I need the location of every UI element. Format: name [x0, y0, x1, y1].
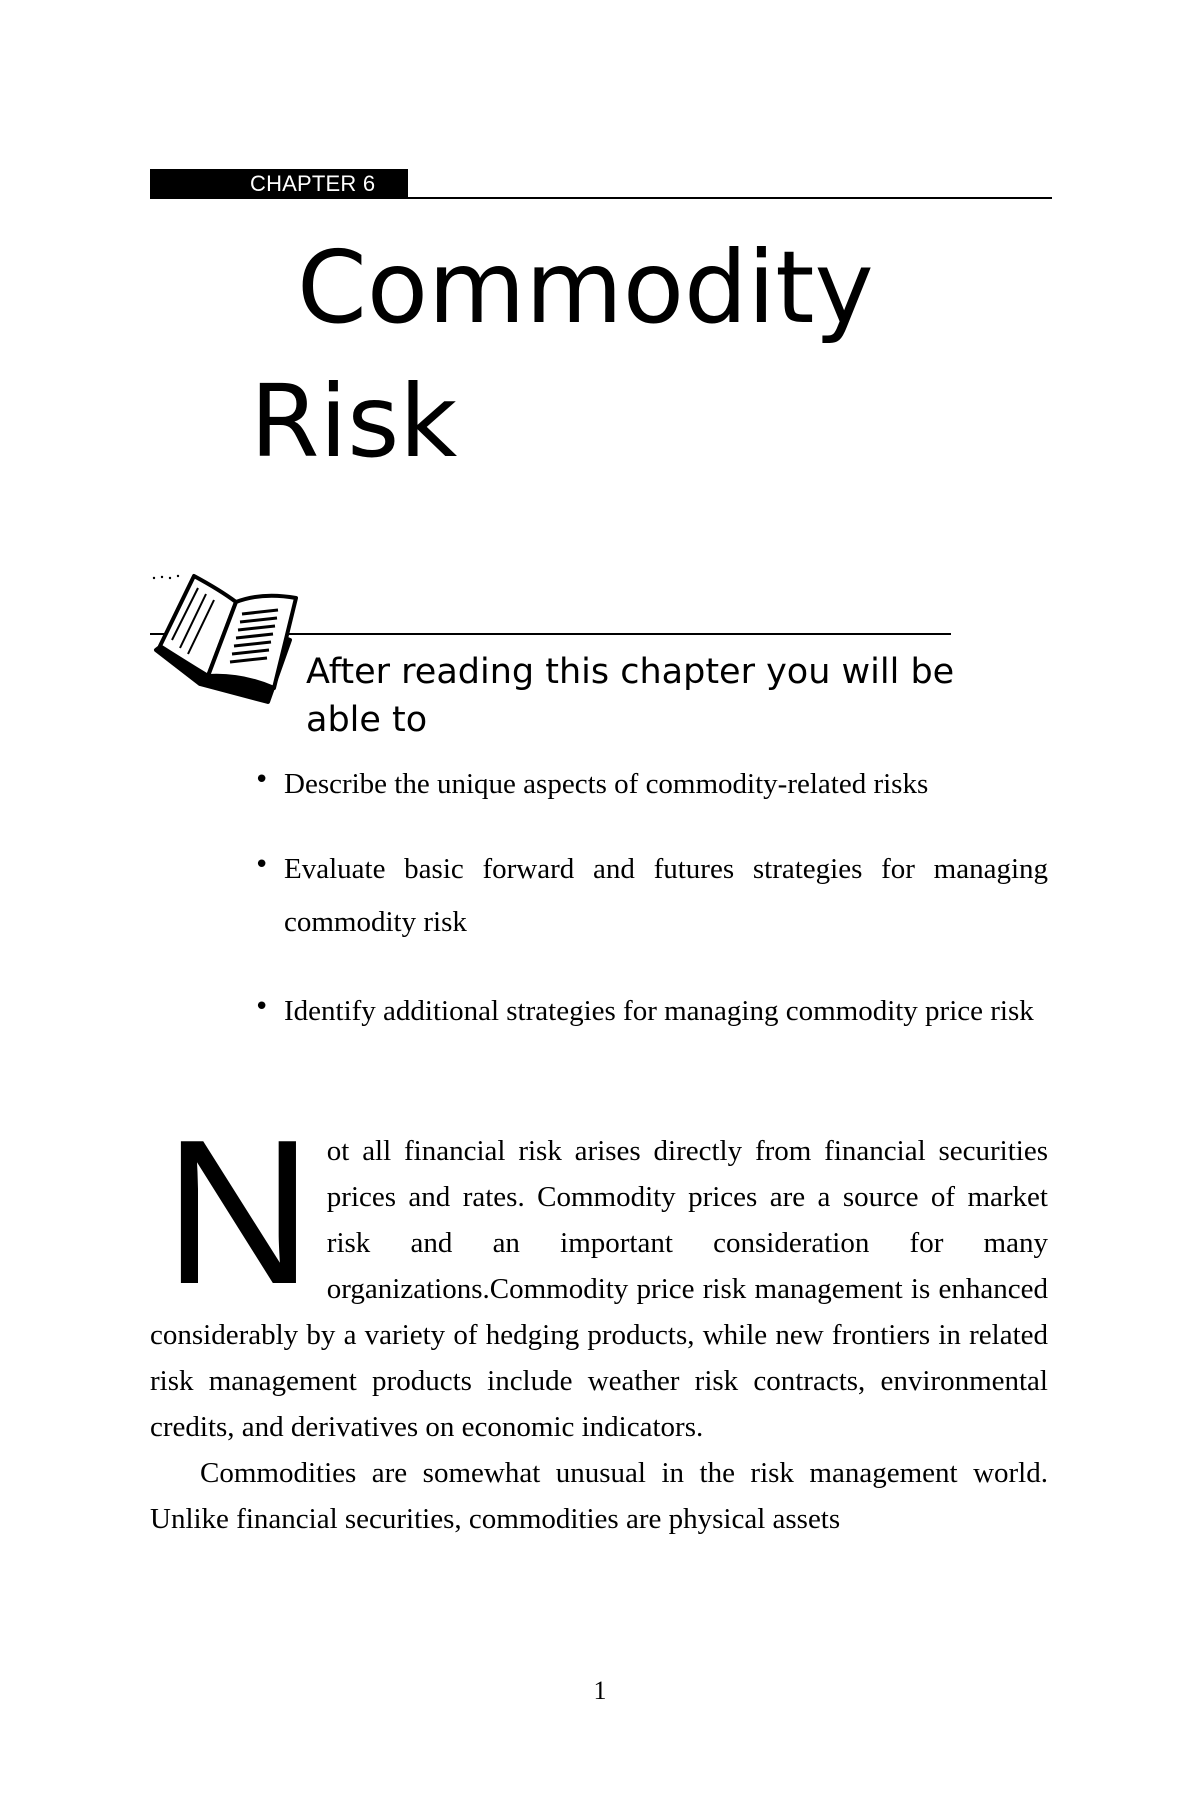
list-item — [252, 843, 1048, 949]
objectives-list — [252, 758, 1048, 1070]
bullet-icon: • — [254, 850, 270, 880]
drop-cap: N — [164, 1097, 313, 1327]
paragraph-text: ot all financial risk arises directly from financial securities prices and rates. Commodity prices are a source of market risk and an important consideration for many organizations.Commodity price risk management is enhanced considerably by a variety of hedging products, while new frontiers in related risk management products include weather risk contracts, environmental credits, and derivatives on economic indicators. — [150, 1135, 1048, 1443]
body-paragraph — [150, 1097, 1048, 1450]
objective-text: Identify additional strategies for managing commodity price risk — [284, 995, 1034, 1027]
chapter-title-line-2: Risk — [250, 363, 458, 480]
objectives-heading: After reading this chapter you will be able to — [306, 652, 955, 740]
chapter-title-line-1: Commodity — [297, 229, 874, 346]
body-text — [150, 1097, 1048, 1542]
open-book-icon — [150, 568, 310, 708]
page-number: 1 — [593, 1676, 607, 1705]
objective-text: Describe the unique aspects of commodity-related risks — [284, 768, 929, 800]
list-item — [252, 758, 1048, 811]
chapter-label: CHAPTER 6 — [150, 169, 408, 199]
bullet-icon: • — [254, 992, 270, 1022]
list-item — [252, 985, 1048, 1038]
body-paragraph: Commodities are somewhat unusual in the risk management world. Unlike financial securities, commodities are physical assets — [150, 1457, 1048, 1535]
objective-text: Evaluate basic forward and futures strategies for managing commodity risk — [284, 853, 1048, 938]
bullet-icon: • — [254, 765, 270, 795]
